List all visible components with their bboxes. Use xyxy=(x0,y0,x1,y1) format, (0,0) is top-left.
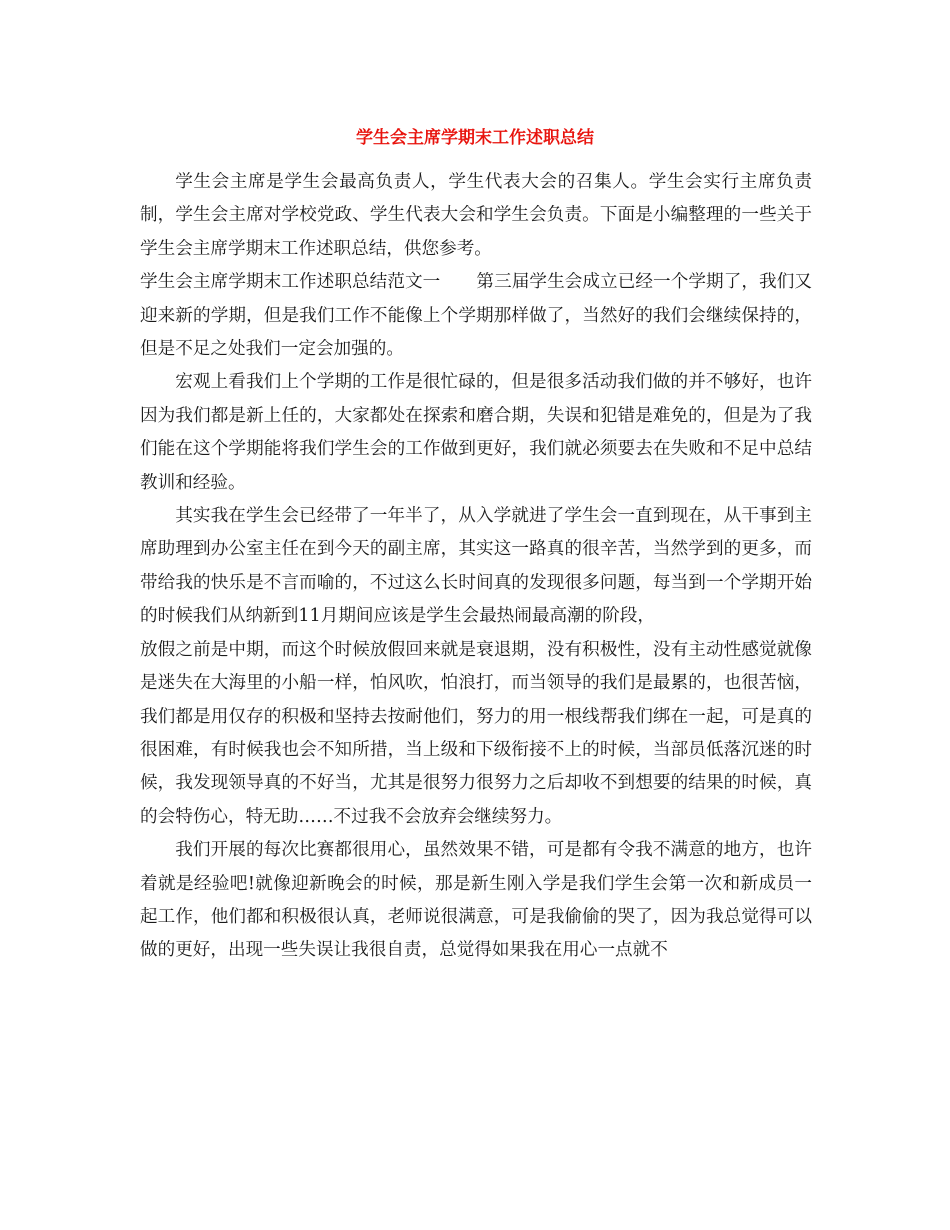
document-title: 学生会主席学期末工作述职总结 xyxy=(356,128,594,148)
document-body xyxy=(140,166,812,968)
intro-paragraph: 学生会主席是学生会最高负责人，学生代表大会的召集人。学生会实行主席负责制，学生会主席对学校党政、学生代表大会和学生会负责。下面是小编整理的一些关于学生会主席学期末工作述职总结，供您参考。 xyxy=(140,172,812,259)
sample-paragraph xyxy=(140,266,812,366)
body-paragraph-1: 宏观上看我们上个学期的工作是很忙碌的，但是很多活动我们做的并不够好，也许因为我们都是新上任的，大家都处在探索和磨合期，失误和犯错是难免的，但是为了我们能在这个学期能将我们学生会的工作做到更好，我们就必须要去在失败和不足中总结教训和经验。 xyxy=(140,372,812,493)
body-paragraph-2: 其实我在学生会已经带了一年半了，从入学就进了学生会一直到现在，从干事到主席助理到办公室主任在到今天的副主席，其实这一路真的很辛苦，当然学到的更多，而带给我的快乐是不言而喻的，不过这么长时间真的发现很多问题，每当到一个学期开始的时候我们从纳新到11月期间应该是学生会最热闹最高潮的阶段， xyxy=(140,506,812,627)
body-paragraph-4: 我们开展的每次比赛都很用心，虽然效果不错，可是都有令我不满意的地方，也许着就是经验吧!就像迎新晚会的时候，那是新生刚入学是我们学生会第一次和新成员一起工作，他们都和积极很认真，老师说很满意，可是我偷偷的哭了，因为我总觉得可以做的更好，出现一些失误让我很自责，总觉得如果我在用心一点就不 xyxy=(140,840,812,961)
sample-first-paragraph: 第三届学生会成立已经一个学期了，我们又迎来新的学期，但是我们工作不能像上个学期那样做了，当然好的我们会继续保持的，但是不足之处我们一定会加强的。 xyxy=(140,272,812,360)
body-paragraph-3: 放假之前是中期，而这个时候放假回来就是衰退期，没有积极性，没有主动性感觉就像是迷失在大海里的小船一样，怕风吹，怕浪打，而当领导的我们是最累的，也很苦恼，我们都是用仅存的积极和坚持去按耐他们，努力的用一根线帮我们绑在一起，可是真的很困难，有时候我也会不知所措，当上级和下级衔接不上的时候，当部员低落沉迷的时候，我发现领导真的不好当，尤其是很努力很努力之后却收不到想要的结果的时候，真的会特伤心，特无助……不过我不会放弃会继续努力。 xyxy=(140,639,812,827)
sample-heading: 学生会主席学期末工作述职总结范文一 xyxy=(140,272,441,293)
